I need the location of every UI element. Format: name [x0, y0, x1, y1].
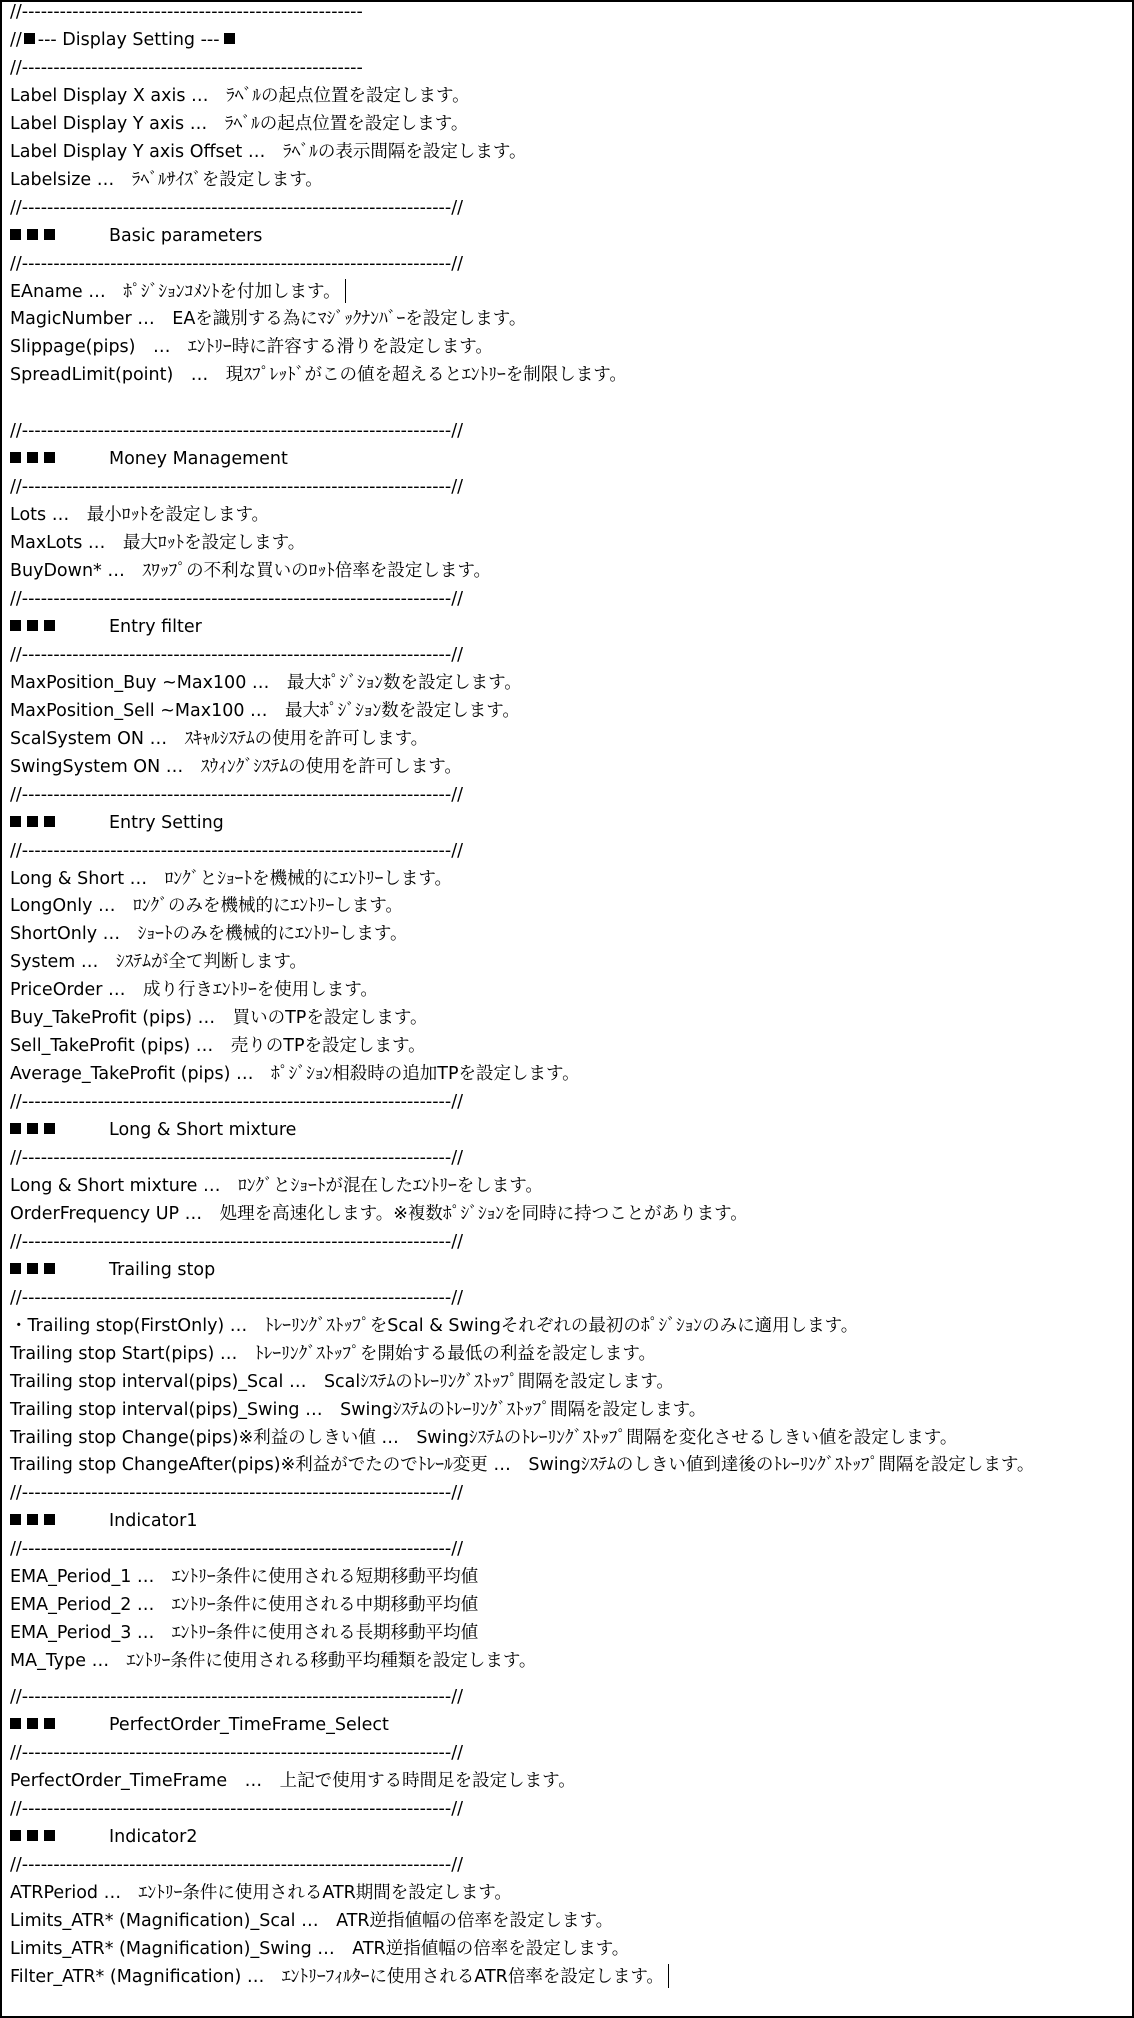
section-heading — [10, 809, 224, 837]
separator-text: //--------------------------------------------------------------------// — [10, 1287, 463, 1308]
setting-text: MaxPosition_Buy ~Max100 … 最大ﾎﾟｼﾞｼｮﾝ数を設定します。 — [10, 672, 522, 693]
separator-line — [10, 0, 363, 26]
setting-line — [10, 305, 526, 333]
separator-text: //--------------------------------------------------------------------// — [10, 840, 463, 861]
separator-line — [10, 1144, 463, 1172]
setting-line — [10, 1368, 674, 1396]
setting-line — [10, 1767, 576, 1795]
setting-text: LongOnly … ﾛﾝｸﾞのみを機械的にｴﾝﾄﾘｰします。 — [10, 896, 403, 917]
text-cursor — [668, 1964, 669, 1988]
separator-line — [10, 417, 463, 445]
separator-text: //------------------------------------------------------ — [10, 57, 363, 78]
setting-text: Label Display Y axis … ﾗﾍﾞﾙの起点位置を設定します。 — [10, 113, 469, 134]
black-square-icon — [10, 1514, 21, 1525]
black-square-icon — [10, 1263, 21, 1274]
setting-line — [10, 1060, 580, 1088]
display-setting-heading — [10, 26, 235, 54]
setting-line — [10, 278, 346, 306]
setting-line — [10, 166, 323, 194]
setting-line — [10, 1619, 478, 1647]
setting-line — [10, 529, 305, 557]
setting-text: ・Trailing stop(FirstOnly) … ﾄﾚｰﾘﾝｸﾞｽﾄｯﾌﾟをScal & Swingそれぞれの最初のﾎﾟｼﾞｼｮﾝのみに適用します。 — [10, 1315, 859, 1336]
section-heading — [10, 445, 288, 473]
black-square-icon — [44, 620, 55, 631]
setting-text: MaxLots … 最大ﾛｯﾄを設定します。 — [10, 533, 306, 553]
setting-line — [10, 1963, 669, 1991]
heading-text: --- Display Setting --- — [37, 29, 220, 50]
setting-text: Long & Short … ﾛﾝｸﾞとｼｮｰﾄを機械的にｴﾝﾄﾘｰします。 — [10, 868, 452, 889]
setting-text: Labelsize … ﾗﾍﾞﾙｻｲｽﾞを設定します。 — [10, 169, 323, 190]
separator-line — [10, 1739, 463, 1767]
setting-line — [10, 753, 462, 781]
section-title: Long & Short mixture — [109, 1120, 297, 1140]
section-title: PerfectOrder_TimeFrame_Select — [109, 1715, 389, 1735]
setting-text: PerfectOrder_TimeFrame … 上記で使用する時間足を設定します。 — [10, 1770, 576, 1791]
setting-line — [10, 110, 468, 138]
separator-line — [10, 1284, 463, 1312]
setting-line — [10, 1647, 536, 1675]
black-square-icon — [44, 452, 55, 463]
setting-line — [10, 1451, 1034, 1479]
separator-text: //--------------------------------------------------------------------// — [10, 588, 463, 609]
setting-text: PriceOrder … 成り行きｴﾝﾄﾘｰを使用します。 — [10, 980, 378, 1001]
black-square-icon — [10, 229, 21, 240]
setting-text: Trailing stop ChangeAfter(pips)※利益がでたのでﾄﾚｰﾙ変更 … Swingｼｽﾃﾑのしきい値到達後のﾄﾚｰﾘﾝｸﾞｽﾄｯﾌﾟ間隔を設定します。 — [10, 1455, 1035, 1476]
section-heading — [10, 1256, 216, 1284]
section-heading — [10, 1823, 198, 1851]
setting-line — [10, 557, 491, 585]
black-square-icon — [44, 1514, 55, 1525]
setting-text: EMA_Period_2 … ｴﾝﾄﾘｰ条件に使用される中期移動平均値 — [10, 1595, 479, 1616]
setting-text: Limits_ATR* (Magnification)_Scal … ATR逆指値幅の倍率を設定します。 — [10, 1910, 614, 1931]
setting-line — [10, 1907, 613, 1935]
separator-line — [10, 1683, 463, 1711]
setting-line — [10, 1004, 427, 1032]
black-square-icon — [27, 1514, 38, 1525]
setting-text: SpreadLimit(point) … 現ｽﾌﾟﾚｯﾄﾞがこの値を超えるとｴﾝﾄﾘｰを制限します。 — [10, 365, 627, 386]
black-square-icon — [10, 620, 21, 631]
separator-text: //--------------------------------------------------------------------// — [10, 1539, 463, 1560]
black-square-icon — [10, 1830, 21, 1841]
black-square-icon — [44, 1830, 55, 1841]
setting-text: ScalSystem ON … ｽｷｬﾙｼｽﾃﾑの使用を許可します。 — [10, 728, 429, 749]
black-square-icon — [224, 33, 235, 44]
separator-line — [10, 473, 463, 501]
black-square-icon — [10, 452, 21, 463]
separator-text: //------------------------------------------------------ — [10, 2, 363, 22]
section-heading — [10, 613, 202, 641]
setting-text: ATRPeriod … ｴﾝﾄﾘｰ条件に使用されるATR期間を設定します。 — [10, 1882, 512, 1903]
black-square-icon — [27, 1718, 38, 1729]
setting-text: MaxPosition_Sell ~Max100 … 最大ﾎﾟｼﾞｼｮﾝ数を設定します。 — [10, 700, 520, 721]
separator-line — [10, 1088, 463, 1116]
setting-line — [10, 501, 269, 529]
separator-line — [10, 641, 463, 669]
setting-text: Trailing stop Change(pips)※利益のしきい値 … Swingｼｽﾃﾑのﾄﾚｰﾘﾝｸﾞｽﾄｯﾌﾟ間隔を変化させるしきい値を設定します。 — [10, 1427, 958, 1448]
setting-text: System … ｼｽﾃﾑが全て判断します。 — [10, 952, 307, 973]
setting-text: Sell_TakeProfit (pips) … 売りのTPを設定します。 — [10, 1036, 426, 1057]
setting-line — [10, 697, 520, 725]
separator-text: //--------------------------------------------------------------------// — [10, 784, 463, 805]
setting-text: MA_Type … ｴﾝﾄﾘｰ条件に使用される移動平均種類を設定します。 — [10, 1651, 537, 1672]
section-title: Entry filter — [109, 616, 202, 637]
setting-line — [10, 1200, 748, 1228]
black-square-icon — [10, 1718, 21, 1729]
black-square-icon — [10, 1123, 21, 1134]
separator-line — [10, 1851, 463, 1879]
black-square-icon — [44, 1123, 55, 1134]
separator-line — [10, 781, 463, 809]
setting-text: Trailing stop Start(pips) … ﾄﾚｰﾘﾝｸﾞｽﾄｯﾌﾟを開始する最低の利益を設定します。 — [10, 1343, 657, 1364]
setting-line — [10, 138, 526, 166]
setting-line — [10, 892, 403, 920]
black-square-icon — [10, 816, 21, 827]
black-square-icon — [27, 816, 38, 827]
setting-text: Filter_ATR* (Magnification) … ｴﾝﾄﾘｰﾌｨﾙﾀｰに使用されるATR倍率を設定します。 — [10, 1966, 664, 1987]
separator-text: //--------------------------------------------------------------------// — [10, 1687, 463, 1707]
setting-text: Lots … 最小ﾛｯﾄを設定します。 — [10, 505, 270, 526]
setting-line — [10, 1935, 629, 1963]
separator-text: //--------------------------------------------------------------------// — [10, 1483, 463, 1504]
setting-line — [10, 361, 627, 389]
separator-text: //--------------------------------------------------------------------// — [10, 253, 463, 274]
setting-line — [10, 976, 378, 1004]
separator-text: //--------------------------------------------------------------------// — [10, 477, 463, 498]
black-square-icon — [27, 1830, 38, 1841]
black-square-icon — [27, 452, 38, 463]
setting-text: Trailing stop interval(pips)_Swing … Swingｼｽﾃﾑのﾄﾚｰﾘﾝｸﾞｽﾄｯﾌﾟ間隔を設定します。 — [10, 1399, 707, 1420]
separator-line — [10, 1795, 463, 1823]
separator-text: //--------------------------------------------------------------------// — [10, 1092, 463, 1113]
section-title: Entry Setting — [109, 812, 224, 833]
black-square-icon — [44, 1718, 55, 1729]
setting-text: EMA_Period_1 … ｴﾝﾄﾘｰ条件に使用される短期移動平均値 — [10, 1567, 479, 1588]
setting-text: Limits_ATR* (Magnification)_Swing … ATR逆指値幅の倍率を設定します。 — [10, 1938, 630, 1959]
separator-text: //--------------------------------------------------------------------// — [10, 1798, 463, 1819]
setting-line — [10, 1312, 858, 1340]
setting-line — [10, 333, 493, 361]
heading-prefix: // — [10, 29, 22, 50]
section-heading — [10, 1507, 198, 1535]
setting-text: Long & Short mixture … ﾛﾝｸﾞとｼｮｰﾄが混在したｴﾝﾄﾘｰをします。 — [10, 1175, 543, 1196]
section-title: Money Management — [109, 449, 288, 470]
separator-line — [10, 837, 463, 865]
setting-line — [10, 920, 407, 948]
section-title: Trailing stop — [109, 1259, 216, 1280]
separator-text: //--------------------------------------------------------------------// — [10, 1148, 463, 1168]
setting-text: BuyDown* … ｽﾜｯﾌﾟの不利な買いのﾛｯﾄ倍率を設定します。 — [10, 561, 491, 581]
text-cursor — [345, 279, 346, 303]
separator-text: //--------------------------------------------------------------------// — [10, 1742, 463, 1763]
section-title: Indicator1 — [109, 1511, 198, 1532]
separator-line — [10, 194, 463, 222]
setting-text: Average_TakeProfit (pips) … ﾎﾟｼﾞｼｮﾝ相殺時の追加TPを設定します。 — [10, 1064, 580, 1085]
separator-text: //--------------------------------------------------------------------// — [10, 421, 463, 442]
setting-line — [10, 948, 307, 976]
separator-line — [10, 1228, 463, 1256]
section-heading — [10, 1116, 297, 1144]
black-square-icon — [27, 229, 38, 240]
setting-line — [10, 1396, 706, 1424]
separator-line — [10, 54, 363, 82]
setting-text: Label Display X axis … ﾗﾍﾞﾙの起点位置を設定します。 — [10, 85, 470, 106]
setting-line — [10, 1340, 656, 1368]
separator-text: //--------------------------------------------------------------------// — [10, 1231, 463, 1252]
black-square-icon — [24, 33, 35, 44]
setting-line — [10, 1424, 957, 1452]
setting-line — [10, 669, 522, 697]
setting-line — [10, 1563, 478, 1591]
section-heading — [10, 1711, 389, 1739]
setting-text: EAname … ﾎﾟｼﾞｼｮﾝｺﾒﾝﾄを付加します。 — [10, 281, 341, 302]
separator-line — [10, 1535, 463, 1563]
separator-text: //--------------------------------------------------------------------// — [10, 1854, 463, 1875]
black-square-icon — [44, 816, 55, 827]
setting-text: EMA_Period_3 … ｴﾝﾄﾘｰ条件に使用される長期移動平均値 — [10, 1623, 479, 1644]
setting-line — [10, 1032, 426, 1060]
black-square-icon — [44, 229, 55, 240]
setting-text: OrderFrequency UP … 処理を高速化します。※複数ﾎﾟｼﾞｼｮﾝを同時に持つことがあります。 — [10, 1203, 748, 1224]
black-square-icon — [44, 1263, 55, 1274]
separator-line — [10, 585, 463, 613]
setting-text: Trailing stop interval(pips)_Scal … Scalｼｽﾃﾑのﾄﾚｰﾘﾝｸﾞｽﾄｯﾌﾟ間隔を設定します。 — [10, 1371, 674, 1392]
separator-line — [10, 1479, 463, 1507]
black-square-icon — [27, 1263, 38, 1274]
setting-line — [10, 865, 452, 893]
black-square-icon — [27, 1123, 38, 1134]
section-heading — [10, 222, 263, 250]
setting-text: MagicNumber … EAを識別する為にﾏｼﾞｯｸﾅﾝﾊﾞｰを設定します。 — [10, 309, 527, 330]
setting-text: Slippage(pips) … ｴﾝﾄﾘｰ時に許容する滑りを設定します。 — [10, 337, 493, 358]
setting-text: Buy_TakeProfit (pips) … 買いのTPを設定します。 — [10, 1008, 428, 1029]
setting-line — [10, 725, 428, 753]
setting-line — [10, 82, 470, 110]
setting-text: Label Display Y axis Offset … ﾗﾍﾞﾙの表示間隔を設定します。 — [10, 141, 527, 162]
separator-text: //--------------------------------------------------------------------// — [10, 644, 463, 665]
black-square-icon — [27, 620, 38, 631]
section-title: Basic parameters — [109, 225, 263, 246]
section-title: Indicator2 — [109, 1826, 198, 1847]
setting-text: SwingSystem ON … ｽｳｨﾝｸﾞｼｽﾃﾑの使用を許可します。 — [10, 756, 462, 777]
setting-text: ShortOnly … ｼｮｰﾄのみを機械的にｴﾝﾄﾘｰします。 — [10, 924, 408, 945]
separator-text: //--------------------------------------------------------------------// — [10, 197, 463, 218]
setting-line — [10, 1879, 512, 1907]
setting-line — [10, 1591, 478, 1619]
setting-line — [10, 1172, 543, 1200]
separator-line — [10, 250, 463, 278]
